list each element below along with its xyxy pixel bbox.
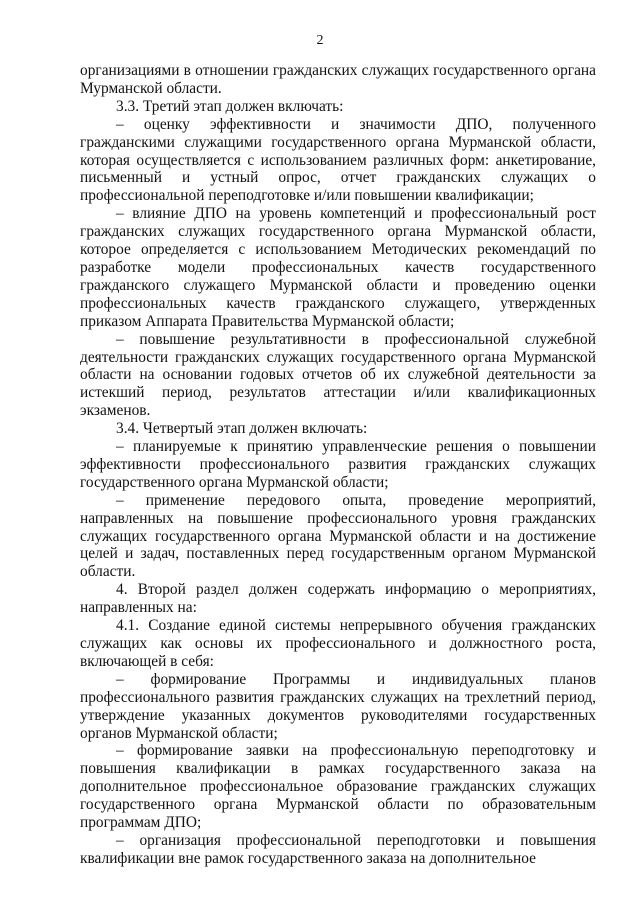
list-item: – организация профессиональной переподготовки и повышения квалификации вне рамок государственного заказа на дополнительное (80, 831, 596, 867)
list-item: – планируемые к принятию управленческие решения о повышении эффективности профессионального развития гражданских служащих государственного органа Мурманской области; (80, 438, 596, 491)
list-item: – повышение результативности в профессиональной служебной деятельности гражданских служащих государственного органа Мурманской области на основании годовых отчетов об их служебной деятельности за истекший период, результатов аттестации и/или квалификационных экзаменов. (80, 330, 596, 420)
page-number: 2 (316, 33, 324, 48)
section-4-1-paragraph: 4.1. Создание единой системы непрерывного обучения гражданских служащих как основы их профессионального и должностного роста, включающей в себя: (80, 617, 596, 670)
section-3-4-heading: 3.4. Четвертый этап должен включать: (116, 420, 368, 438)
list-item: – оценку эффективности и значимости ДПО, полученного гражданскими служащими государственного органа Мурманской области, которая осуществляется с использованием различных форм: анкетирование, письменный и устный опрос, отчет гражданских служащих о профессиональной переподготовке и/или повышении квалификации; (80, 115, 596, 205)
list-item: – формирование Программы и индивидуальных планов профессионального развития гражданских служащих на трехлетний период, утверждение указанных документов руководителями государственных органов Мурманской области; (80, 670, 596, 742)
document-body (80, 62, 596, 868)
list-item: – применение передового опыта, проведение мероприятий, направленных на повышение профессионального уровня гражданских служащих государственного органа Мурманской области и на достижение целей и задач, поставленных перед государственным органом Мурманской области. (80, 491, 596, 581)
paragraph-continuation: организациями в отношении гражданских служащих государственного органа Мурманской области. (80, 62, 596, 97)
section-3-3-heading: 3.3. Третий этап должен включать: (116, 97, 344, 115)
section-4-paragraph: 4. Второй раздел должен содержать информацию о мероприятиях, направленных на: (80, 581, 596, 617)
list-item: – формирование заявки на профессиональную переподготовку и повышения квалификации в рамках государственного заказа на дополнительное профессиональное образование гражданских служащих государственного органа Мурманской области по образовательным программам ДПО; (80, 742, 596, 832)
list-item: – влияние ДПО на уровень компетенций и профессиональный рост гражданских служащих государственного органа Мурманской области, которое определяется с использованием Методических рекомендаций по разработке модели профессиональных качеств государственного гражданского служащего Мурманской области и проведению оценки профессиональных качеств гражданского служащего, утвержденных приказом Аппарата Правительства Мурманской области; (80, 205, 596, 330)
